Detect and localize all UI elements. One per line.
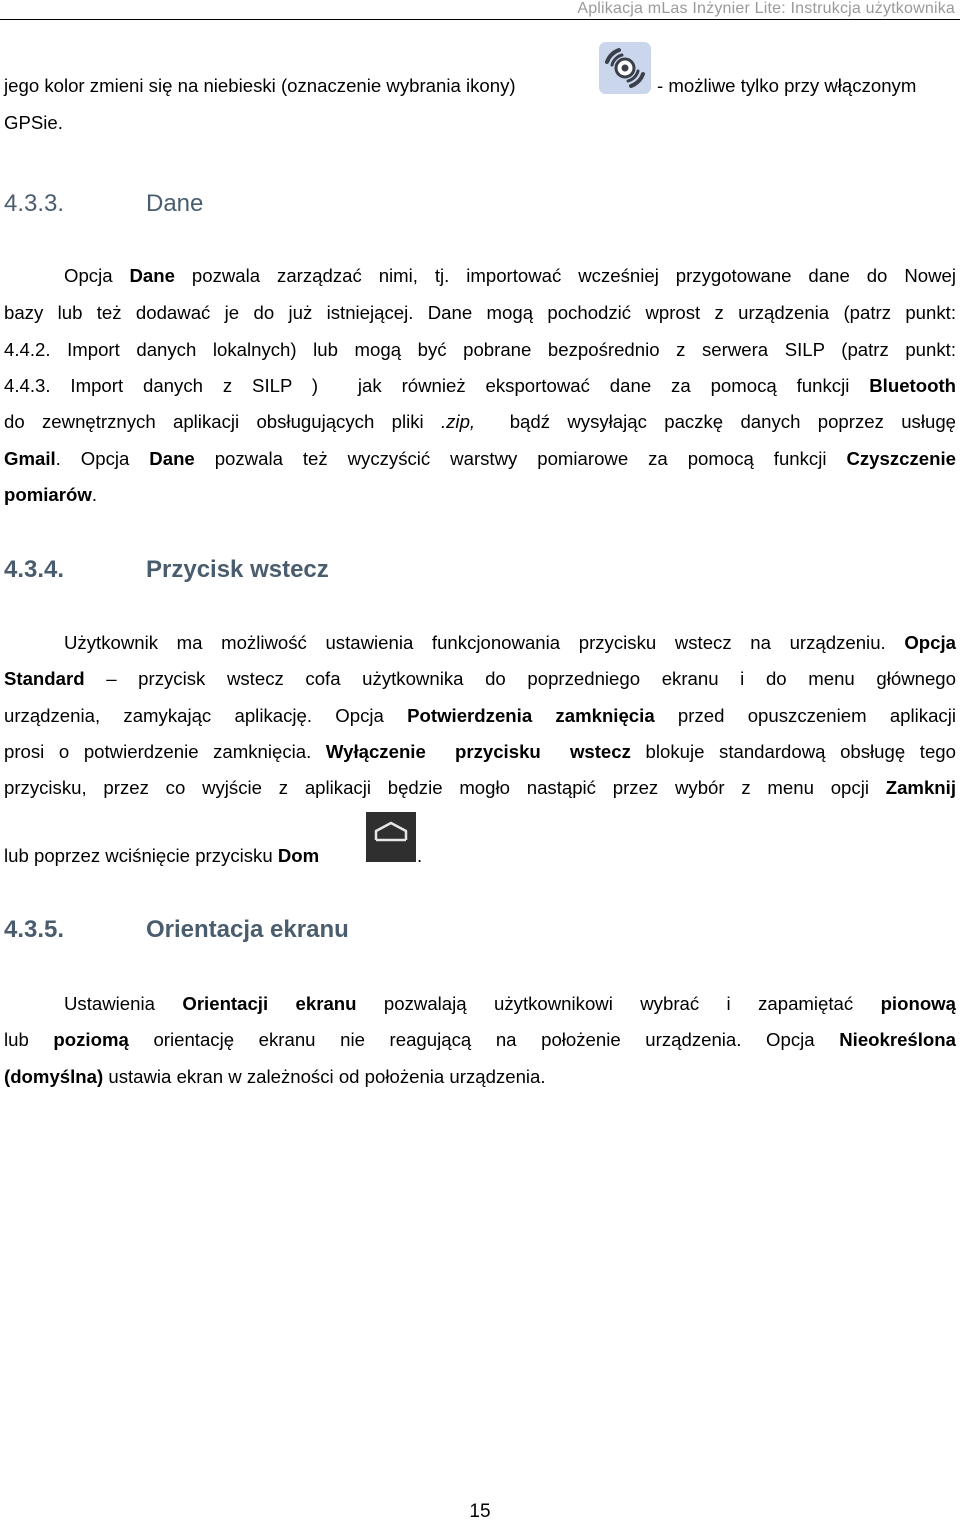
intro-text-a: jego kolor zmieni się na niebieski (oznaczenie wybrania ikony) <box>4 75 516 96</box>
text-run: bazy lub też dodawać je do już istniejącej. Dane mogą pochodzić wprost z urządzenia (patrz punkt: <box>4 302 956 323</box>
home-line-period: . <box>417 845 423 866</box>
paragraph-line <box>4 484 956 506</box>
text-run: ustawia ekran w zależności od położenia urządzenia. <box>103 1066 546 1087</box>
section-heading-orientacja <box>4 916 349 944</box>
home-line-bold: Dom <box>277 845 320 866</box>
paragraph-line <box>4 448 956 470</box>
bold-run: Orientacji ekranu <box>182 993 357 1014</box>
paragraph-line <box>4 411 956 433</box>
section-number: 4.3.5. <box>4 916 65 943</box>
bold-run: Gmail <box>4 448 56 469</box>
text-run: Opcja <box>64 265 130 286</box>
home-line <box>4 845 319 867</box>
text-run: – przycisk wstecz cofa użytkownika do poprzedniego ekranu i do menu głównego <box>84 668 956 689</box>
bold-run: pionową <box>880 993 956 1014</box>
bold-run: Opcja <box>904 632 956 653</box>
bold-run: poziomą <box>53 1029 129 1050</box>
text-run: 4.4.3. Import danych z SILP ) jak również eksportować dane za pomocą funkcji <box>4 375 870 396</box>
paragraph-line <box>64 265 956 287</box>
paragraph-line <box>4 1029 956 1051</box>
home-button-icon <box>366 812 416 862</box>
text-run: przycisku, przez co wyjście z aplikacji będzie mogło nastąpić przez wybór z menu opcji <box>4 777 886 798</box>
text-run: pozwalają użytkownikowi wybrać i zapamiętać <box>356 993 881 1014</box>
text-run: pozwala zarządzać nimi, tj. importować wcześniej przygotowane dane do Nowej <box>174 265 956 286</box>
section-heading-przycisk-wstecz <box>4 556 329 584</box>
text-run: lub <box>4 1029 54 1050</box>
text-run: urządzenia, zamykając aplikację. Opcja <box>4 705 408 726</box>
text-run: bądź wysyłając paczkę danych poprzez usługę <box>475 411 956 432</box>
paragraph-line <box>4 777 956 799</box>
text-run: Użytkownik ma możliwość ustawienia funkcjonowania przycisku wstecz na urządzeniu. <box>64 632 905 653</box>
intro-line-1b <box>657 75 956 97</box>
section-title: Przycisk wstecz <box>146 556 329 583</box>
paragraph-line <box>4 741 956 763</box>
bold-run: Dane <box>149 448 195 469</box>
paragraph-line <box>64 632 956 654</box>
bold-run: Potwierdzenia zamknięcia <box>407 705 655 726</box>
text-run: przed opuszczeniem aplikacji <box>654 705 956 726</box>
running-header: Aplikacja mLas Inżynier Lite: Instrukcja użytkownika <box>577 0 955 17</box>
text-run: orientację ekranu nie reagującą na położenie urządzenia. Opcja <box>128 1029 840 1050</box>
paragraph-line <box>4 302 956 324</box>
text-run: 4.4.2. Import danych lokalnych) lub mogą być pobrane bezpośrednio z serwera SILP (patrz punkt: <box>4 339 956 360</box>
paragraph-line <box>64 993 956 1015</box>
home-line-end <box>417 845 422 867</box>
bold-run: Wyłączenie przycisku wstecz <box>325 741 631 762</box>
text-run: . Opcja <box>55 448 150 469</box>
bold-run: Bluetooth <box>869 375 956 396</box>
bold-run: (domyślna) <box>4 1066 104 1087</box>
bold-run: Zamknij <box>885 777 956 798</box>
header-rule <box>0 19 960 20</box>
intro-line-2 <box>4 112 956 134</box>
paragraph-line <box>4 668 956 690</box>
bold-run: pomiarów <box>4 484 92 505</box>
section-number: 4.3.3. <box>4 190 65 217</box>
paragraph-line <box>4 705 956 727</box>
bold-run: Nieokreślona <box>839 1029 956 1050</box>
section-heading-dane <box>4 190 203 218</box>
paragraph-line <box>4 339 956 361</box>
bold-run: Czyszczenie <box>846 448 956 469</box>
bold-run: Dane <box>129 265 175 286</box>
paragraph-line <box>4 1066 956 1088</box>
text-run: prosi o potwierdzenie zamknięcia. <box>4 741 326 762</box>
text-run: Ustawienia <box>64 993 183 1014</box>
intro-text-b: - możliwe tylko przy włączonym <box>657 75 917 96</box>
text-run: do zewnętrznych aplikacji obsługujących pliki <box>4 411 441 432</box>
section-number: 4.3.4. <box>4 556 65 583</box>
section-title: Orientacja ekranu <box>146 916 349 943</box>
paragraph-line <box>4 375 956 397</box>
italic-run: .zip, <box>440 411 476 432</box>
text-run: blokuje standardową obsługę tego <box>630 741 956 762</box>
section-title: Dane <box>146 190 204 217</box>
text-run: pozwala też wyczyścić warstwy pomiarowe za pomocą funkcji <box>194 448 847 469</box>
bold-run: Standard <box>4 668 85 689</box>
text-run: . <box>91 484 97 505</box>
home-line-text: lub poprzez wciśnięcie przycisku <box>4 845 278 866</box>
gps-target-icon <box>599 42 651 94</box>
page-number: 15 <box>469 1501 491 1522</box>
intro-text-c: GPSie. <box>4 112 63 133</box>
